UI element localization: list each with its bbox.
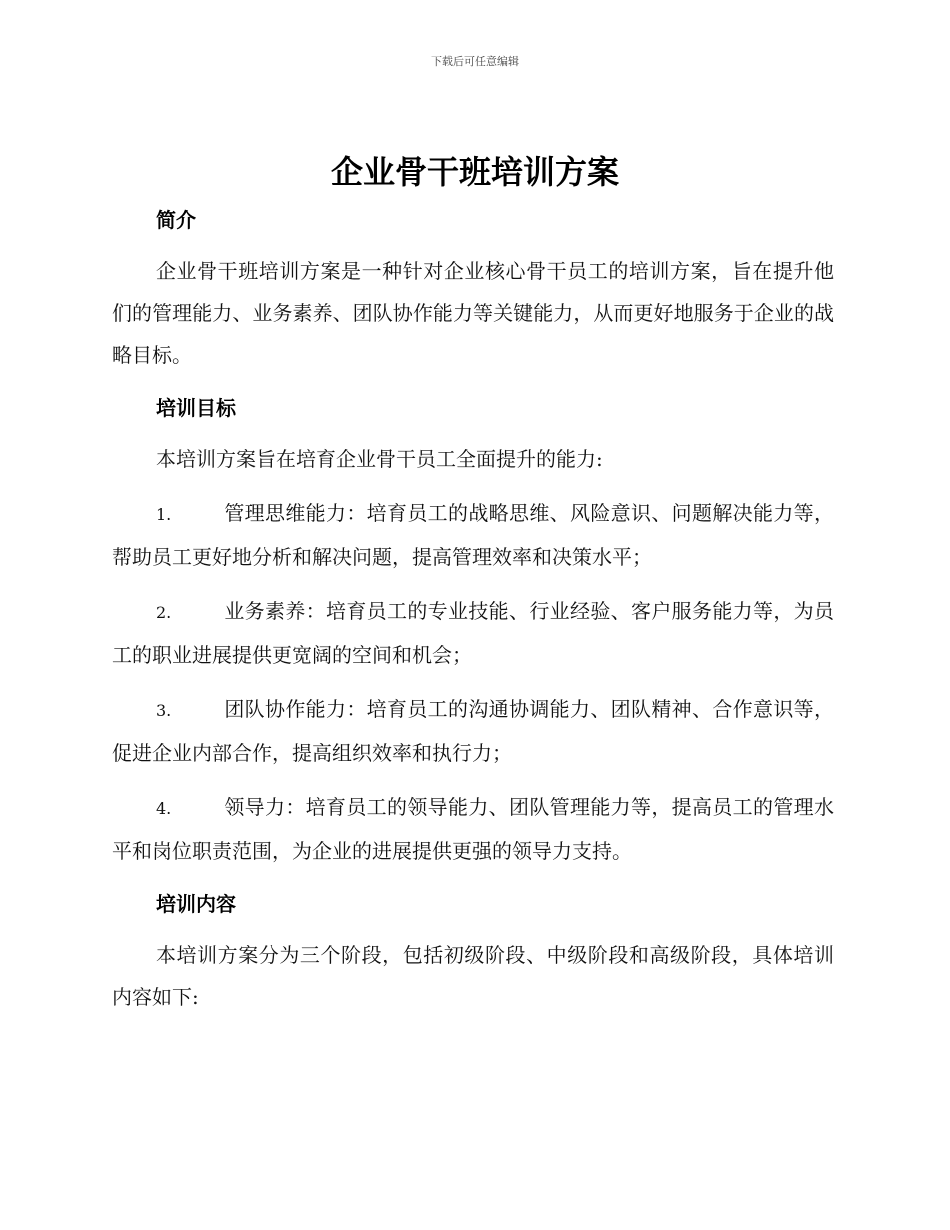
list-text: 团队协作能力：培育员工的沟通协调能力、团队精神、合作意识等，促进企业内部合作，提高组织效率和执行力； bbox=[112, 697, 834, 765]
intro-paragraph: 企业骨干班培训方案是一种针对企业核心骨干员工的培训方案，旨在提升他们的管理能力、业务素养、团队协作能力等关键能力，从而更好地服务于企业的战略目标。 bbox=[112, 259, 834, 367]
section-heading-goals: 培训目标 bbox=[156, 396, 236, 420]
list-text: 业务素养：培育员工的专业技能、行业经验、客户服务能力等，为员工的职业进展提供更宽阔的空间和机会； bbox=[112, 599, 834, 667]
content-paragraph: 本培训方案分为三个阶段，包括初级阶段、中级阶段和高级阶段，具体培训内容如下: bbox=[112, 943, 834, 1009]
document-body bbox=[112, 202, 834, 1018]
list-number: 2. bbox=[156, 603, 172, 622]
header-note: 下载后可任意编辑 bbox=[431, 55, 519, 68]
list-text: 管理思维能力：培育员工的战略思维、风险意识、问题解决能力等，帮助员工更好地分析和解决问题，提高管理效率和决策水平； bbox=[112, 501, 834, 569]
section-heading-content: 培训内容 bbox=[156, 892, 236, 916]
list-text: 领导力：培育员工的领导能力、团队管理能力等，提高员工的管理水平和岗位职责范围，为企业的进展提供更强的领导力支持。 bbox=[112, 795, 834, 863]
goals-intro-paragraph: 本培训方案旨在培育企业骨干员工全面提升的能力: bbox=[156, 447, 603, 471]
section-heading-intro: 简介 bbox=[156, 208, 196, 232]
list-number: 4. bbox=[156, 799, 172, 818]
goal-list-item-2 bbox=[112, 590, 834, 676]
goal-list-item-1 bbox=[112, 492, 834, 578]
document-title: 企业骨干班培训方案 bbox=[330, 153, 619, 191]
goal-list-item-4 bbox=[112, 786, 834, 872]
goal-list-item-3 bbox=[112, 688, 834, 774]
list-number: 1. bbox=[156, 505, 172, 524]
list-number: 3. bbox=[156, 701, 172, 720]
